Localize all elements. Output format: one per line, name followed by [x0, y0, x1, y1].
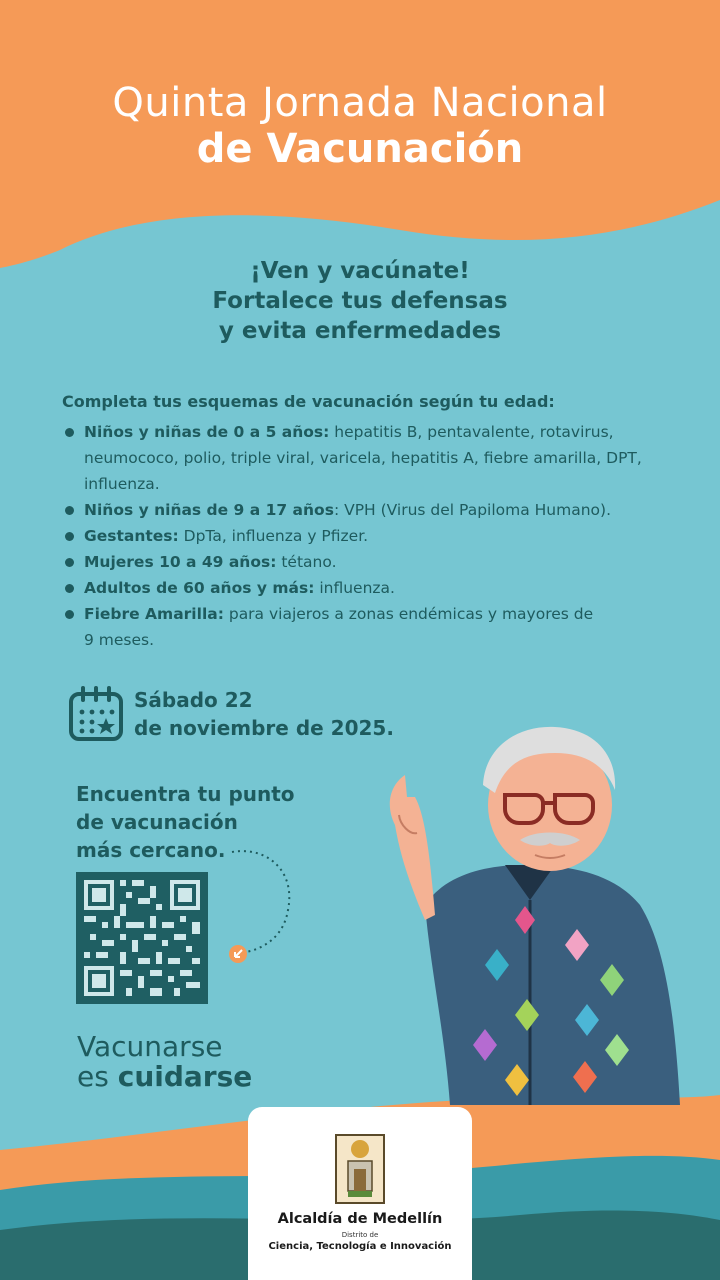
elderly-man-illustration [355, 715, 695, 1105]
title-line-2: de Vacunación [196, 126, 524, 172]
scheme-item-0-5 [62, 419, 654, 497]
scheme-item-label: Niños y niñas de 0 a 5 años: [84, 423, 330, 441]
scheme-item-label: Fiebre Amarilla: [84, 605, 224, 623]
find-line-2: de vacunación [76, 810, 238, 834]
scheme-list [62, 419, 702, 653]
find-line-3: más cercano. [76, 838, 226, 862]
scheme-item-text: : VPH (Virus del Papiloma Humano). [333, 501, 612, 519]
motto [77, 1032, 252, 1092]
slogan-line-2: Fortalece tus defensas [212, 288, 508, 314]
find-line-1: Encuentra tu punto [76, 782, 295, 806]
motto-prefix: es [77, 1060, 118, 1093]
logo-name: Alcaldía de Medellín [277, 1211, 443, 1227]
qr-code-icon [76, 872, 208, 1004]
scheme-item-label: Mujeres 10 a 49 años: [84, 553, 277, 571]
scheme-item-9-17 [62, 497, 702, 523]
scheme-item-fiebre [62, 601, 604, 653]
date-line-2: de noviembre de 2025. [134, 716, 394, 740]
scheme-item-adultos [62, 575, 702, 601]
scheme-item-label: Gestantes: [84, 527, 179, 545]
slogan [0, 256, 720, 346]
vaccination-scheme [62, 392, 702, 653]
scheme-item-mujeres [62, 549, 702, 575]
motto-line-2 [77, 1062, 252, 1092]
logo-sub2: Ciencia, Tecnología e Innovación [268, 1241, 452, 1252]
logo-sub: Distrito de [341, 1231, 379, 1239]
title-line-1: Quinta Jornada Nacional [112, 80, 608, 126]
motto-bold: cuidarse [117, 1060, 253, 1093]
city-seal-icon [334, 1133, 386, 1205]
scheme-item-label: Niños y niñas de 9 a 17 años [84, 501, 334, 519]
scheme-item-text: DpTa, influenza y Pfizer. [178, 527, 369, 545]
page-title [0, 80, 720, 172]
scheme-item-gestantes [62, 523, 702, 549]
qr-code[interactable] [76, 872, 208, 1004]
slogan-line-1: ¡Ven y vacúnate! [250, 258, 470, 284]
motto-line-1: Vacunarse [77, 1030, 223, 1063]
dotted-arrow [226, 840, 306, 970]
scheme-item-text: influenza. [314, 579, 395, 597]
scheme-item-label: Adultos de 60 años y más: [84, 579, 315, 597]
event-date [68, 686, 394, 742]
logo-card [248, 1107, 472, 1280]
scheme-title: Completa tus esquemas de vacunación según tu edad: [62, 392, 555, 411]
scheme-item-text: hepatitis B, pentavalente, rotavirus, neumococo, polio, triple viral, varicela, hepatitis A, fiebre amarilla, DPT, influenza. [84, 423, 642, 493]
scheme-item-text: para viajeros a zonas endémicas y mayores de 9 meses. [84, 605, 594, 649]
scheme-item-text: tétano. [276, 553, 337, 571]
calendar-icon [68, 686, 124, 742]
date-line-1: Sábado 22 [134, 688, 253, 712]
slogan-line-3: y evita enfermedades [218, 318, 502, 344]
